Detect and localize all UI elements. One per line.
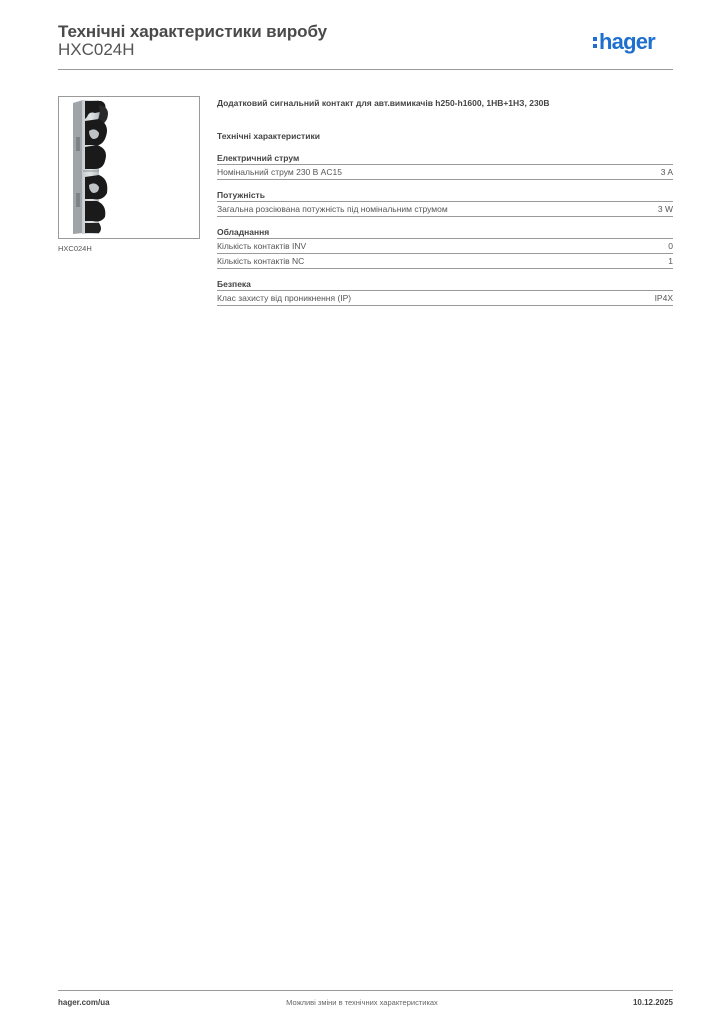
spec-value: 3 A — [660, 167, 673, 177]
svg-text:hager: hager — [599, 29, 655, 54]
product-description: Додатковий сигнальний контакт для авт.вимикачів h250-h1600, 1НВ+1НЗ, 230В — [217, 98, 550, 108]
spec-row — [217, 291, 673, 306]
spec-label: Кількість контактів INV — [217, 241, 307, 251]
image-caption: HXC024H — [58, 244, 92, 253]
spec-row — [217, 239, 673, 254]
spec-value: 0 — [668, 241, 673, 251]
spec-content — [217, 96, 673, 306]
spec-group-power — [217, 189, 673, 217]
product-code: HXC024H — [58, 40, 135, 59]
product-image — [58, 96, 200, 239]
hager-logo — [593, 28, 675, 58]
group-title: Обладнання — [217, 226, 673, 239]
spec-label: Клас захисту від проникнення (IP) — [217, 293, 352, 303]
spec-value: IP4X — [654, 293, 673, 303]
footer-divider — [58, 990, 673, 991]
spec-row — [217, 202, 673, 217]
section-heading: Технічні характеристики — [217, 131, 320, 141]
header-divider — [58, 69, 673, 70]
footer-date: 10.12.2025 — [632, 998, 673, 1007]
group-title: Потужність — [217, 189, 673, 202]
footer-website-link[interactable]: hager.com/ua — [58, 998, 110, 1007]
spec-label: Кількість контактів NC — [217, 256, 305, 266]
page-title: Технічні характеристики виробу — [58, 22, 327, 41]
spec-value: 1 — [668, 256, 673, 266]
group-title: Безпека — [217, 278, 673, 291]
spec-row — [217, 165, 673, 180]
spec-label: Загальна розсіювана потужність під номінальним струмом — [217, 204, 448, 214]
footer-notice: Можливі зміни в технічних характеристиках — [286, 998, 438, 1007]
group-title: Електричний струм — [217, 152, 673, 165]
spec-group-safety — [217, 278, 673, 306]
spec-row — [217, 254, 673, 269]
spec-label: Номінальний струм 230 В AC15 — [217, 167, 342, 177]
spec-group-electric-current — [217, 152, 673, 180]
spec-group-equipment — [217, 226, 673, 269]
spec-value: 3 W — [657, 204, 673, 214]
